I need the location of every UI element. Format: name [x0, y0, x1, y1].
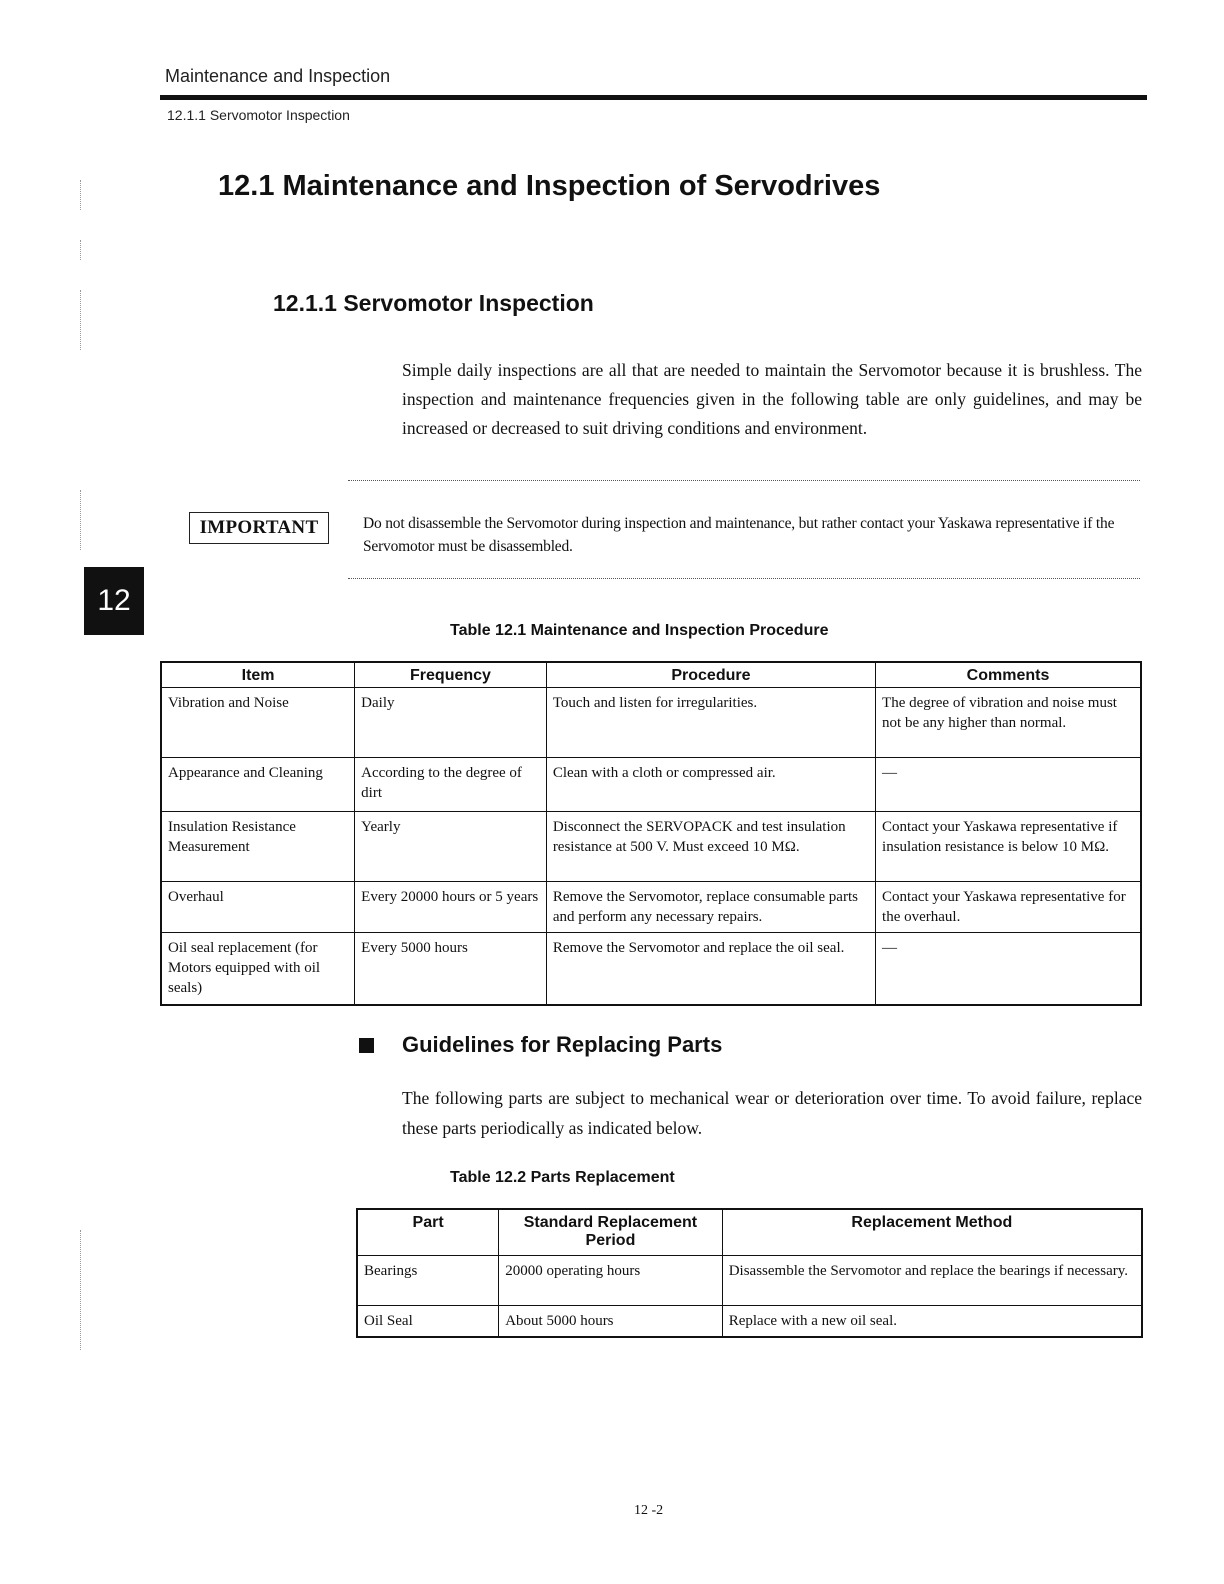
margin-mark [80, 290, 81, 350]
table2-caption: Table 12.2 Parts Replacement [450, 1169, 675, 1186]
table-cell: Vibration and Noise [161, 688, 355, 758]
note-divider-bottom [348, 578, 1140, 579]
table-cell: Oil Seal [357, 1305, 499, 1337]
table-row [161, 812, 1141, 882]
table-cell: Contact your Yaskawa representative if insulation resistance is below 10 MΩ. [876, 812, 1141, 882]
guidelines-heading: Guidelines for Replacing Parts [402, 1032, 723, 1057]
column-header: Standard Replacement Period [499, 1209, 723, 1255]
section-heading: 12.1 Maintenance and Inspection of Servodrives [218, 170, 881, 202]
column-header: Procedure [546, 662, 875, 688]
table-cell: Contact your Yaskawa representative for the overhaul. [876, 882, 1141, 933]
table-cell: About 5000 hours [499, 1305, 723, 1337]
intro-paragraph: Simple daily inspections are all that are needed to maintain the Servomotor because it is brushless. The inspection and maintenance frequencies given in the following table are only guidelines, and may be increased or decreased to suit driving conditions and environment. [402, 360, 1142, 438]
table-cell: Remove the Servomotor and replace the oil seal. [546, 933, 875, 1005]
page-number: 12 -2 [634, 1503, 664, 1518]
margin-mark [80, 180, 81, 210]
chapter-tab: 12 [84, 567, 144, 635]
running-header-subsection: 12.1.1 Servomotor Inspection [167, 107, 350, 123]
margin-mark [80, 1230, 81, 1350]
parts-replacement-table [356, 1208, 1143, 1338]
table-cell: Disconnect the SERVOPACK and test insulation resistance at 500 V. Must exceed 10 MΩ. [546, 812, 875, 882]
table-cell: Appearance and Cleaning [161, 758, 355, 812]
column-header: Item [161, 662, 355, 688]
table-cell: Every 5000 hours [355, 933, 547, 1005]
table-cell: Bearings [357, 1255, 499, 1305]
table-cell: Oil seal replacement (for Motors equipped with oil seals) [161, 933, 355, 1005]
running-header-title: Maintenance and Inspection [165, 66, 391, 86]
table-cell: Every 20000 hours or 5 years [355, 882, 547, 933]
column-header: Frequency [355, 662, 547, 688]
table-cell: Yearly [355, 812, 547, 882]
table-row [161, 882, 1141, 933]
table-cell: Touch and listen for irregularities. [546, 688, 875, 758]
table-row [357, 1305, 1142, 1337]
table-header-row [161, 662, 1141, 688]
table-cell: — [876, 758, 1141, 812]
table-cell: 20000 operating hours [499, 1255, 723, 1305]
table-cell: Overhaul [161, 882, 355, 933]
column-header: Comments [876, 662, 1141, 688]
column-header: Part [357, 1209, 499, 1255]
table-cell: Replace with a new oil seal. [722, 1305, 1142, 1337]
header-rule [160, 95, 1147, 100]
table-cell: Remove the Servomotor, replace consumable parts and perform any necessary repairs. [546, 882, 875, 933]
table-cell: Insulation Resistance Measurement [161, 812, 355, 882]
margin-mark [80, 490, 81, 550]
margin-mark [80, 240, 81, 260]
table1-caption: Table 12.1 Maintenance and Inspection Procedure [450, 622, 829, 639]
important-label: IMPORTANT [189, 512, 329, 544]
table-row [161, 758, 1141, 812]
table-cell: Disassemble the Servomotor and replace the bearings if necessary. [722, 1255, 1142, 1305]
table-row [161, 933, 1141, 1005]
table-cell: Clean with a cloth or compressed air. [546, 758, 875, 812]
table-row [357, 1255, 1142, 1305]
maintenance-table [160, 661, 1142, 1006]
column-header: Replacement Method [722, 1209, 1142, 1255]
table-cell: Daily [355, 688, 547, 758]
important-text: Do not disassemble the Servomotor during inspection and maintenance, but rather contact your Yaskawa representative if the Servomotor must be disassembled. [363, 515, 1115, 555]
table-cell: The degree of vibration and noise must not be any higher than normal. [876, 688, 1141, 758]
table-row [161, 688, 1141, 758]
table-cell: — [876, 933, 1141, 1005]
square-bullet-icon [359, 1038, 374, 1053]
guidelines-paragraph: The following parts are subject to mechanical wear or deterioration over time. To avoid failure, replace these parts periodically as indicated below. [402, 1088, 1142, 1138]
table-header-row [357, 1209, 1142, 1255]
note-divider-top [348, 480, 1140, 481]
table-cell: According to the degree of dirt [355, 758, 547, 812]
subsection-heading: 12.1.1 Servomotor Inspection [273, 290, 594, 316]
